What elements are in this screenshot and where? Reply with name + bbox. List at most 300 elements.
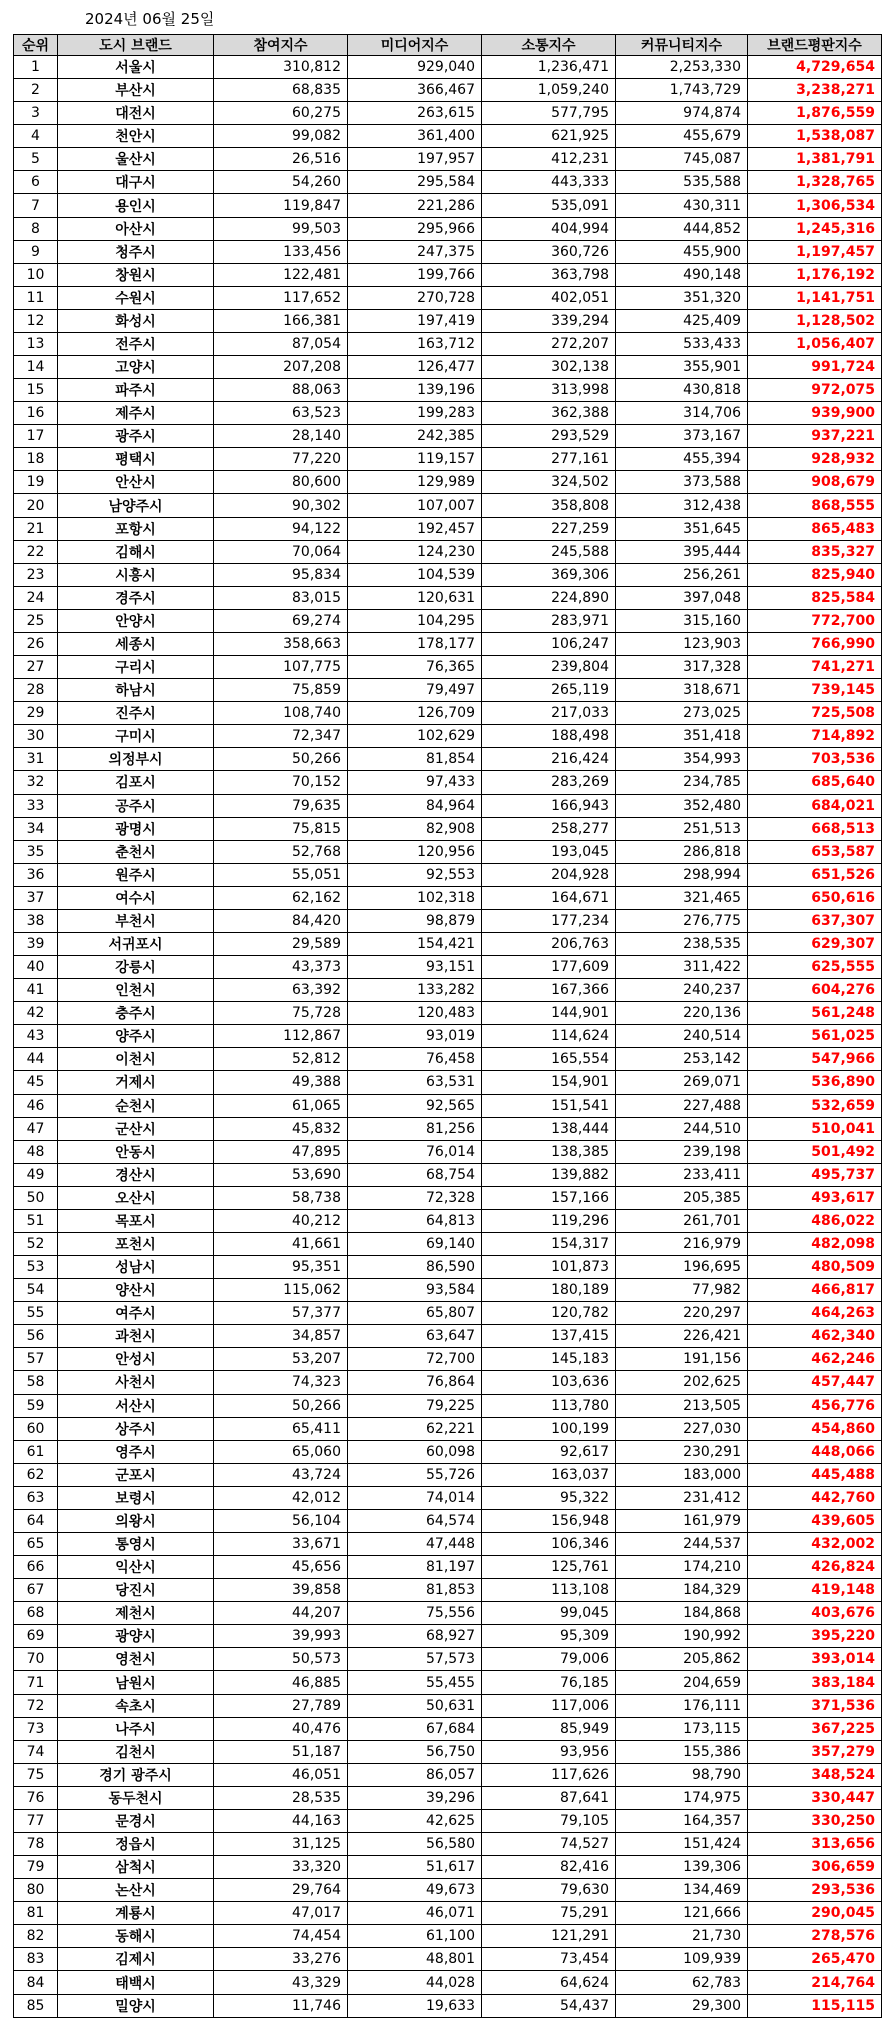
community-cell: 220,297 — [616, 1302, 748, 1325]
community-cell: 184,329 — [616, 1579, 748, 1602]
participation-cell: 34,857 — [214, 1325, 348, 1348]
media-cell: 192,457 — [348, 517, 482, 540]
city-cell: 나주시 — [58, 1717, 214, 1740]
community-cell: 230,291 — [616, 1440, 748, 1463]
participation-cell: 50,266 — [214, 748, 348, 771]
brand-index-cell: 772,700 — [748, 609, 882, 632]
media-cell: 124,230 — [348, 540, 482, 563]
communication-cell: 177,234 — [482, 909, 616, 932]
brand-index-cell: 495,737 — [748, 1163, 882, 1186]
community-cell: 745,087 — [616, 148, 748, 171]
brand-index-cell: 480,509 — [748, 1256, 882, 1279]
rank-cell: 79 — [14, 1856, 58, 1879]
brand-index-cell: 265,470 — [748, 1948, 882, 1971]
rank-cell: 35 — [14, 840, 58, 863]
brand-index-cell: 439,605 — [748, 1509, 882, 1532]
media-cell: 86,590 — [348, 1256, 482, 1279]
brand-index-cell: 714,892 — [748, 725, 882, 748]
participation-cell: 65,060 — [214, 1440, 348, 1463]
city-cell: 공주시 — [58, 794, 214, 817]
city-cell: 안성시 — [58, 1348, 214, 1371]
table-row — [14, 171, 882, 194]
community-cell: 240,514 — [616, 1025, 748, 1048]
brand-index-cell: 445,488 — [748, 1463, 882, 1486]
community-cell: 213,505 — [616, 1394, 748, 1417]
brand-index-cell: 214,764 — [748, 1971, 882, 1994]
rank-cell: 18 — [14, 448, 58, 471]
participation-cell: 28,535 — [214, 1786, 348, 1809]
communication-cell: 106,346 — [482, 1533, 616, 1556]
table-body — [14, 56, 882, 2018]
media-cell: 68,927 — [348, 1625, 482, 1648]
rank-cell: 50 — [14, 1186, 58, 1209]
table-row — [14, 1717, 882, 1740]
city-cell: 창원시 — [58, 263, 214, 286]
city-cell: 의정부시 — [58, 748, 214, 771]
rank-cell: 23 — [14, 563, 58, 586]
community-cell: 2,253,330 — [616, 56, 748, 79]
city-cell: 군포시 — [58, 1463, 214, 1486]
community-cell: 276,775 — [616, 909, 748, 932]
rank-cell: 10 — [14, 263, 58, 286]
communication-cell: 293,529 — [482, 425, 616, 448]
community-cell: 315,160 — [616, 609, 748, 632]
community-cell: 244,537 — [616, 1533, 748, 1556]
media-cell: 263,615 — [348, 102, 482, 125]
table-row — [14, 679, 882, 702]
community-cell: 123,903 — [616, 632, 748, 655]
rank-cell: 13 — [14, 332, 58, 355]
community-cell: 533,433 — [616, 332, 748, 355]
rank-cell: 58 — [14, 1371, 58, 1394]
participation-cell: 50,266 — [214, 1394, 348, 1417]
brand-index-cell: 403,676 — [748, 1602, 882, 1625]
media-cell: 120,631 — [348, 586, 482, 609]
city-cell: 경기 광주시 — [58, 1763, 214, 1786]
media-cell: 49,673 — [348, 1879, 482, 1902]
media-cell: 120,956 — [348, 840, 482, 863]
city-cell: 이천시 — [58, 1048, 214, 1071]
brand-index-cell: 1,128,502 — [748, 309, 882, 332]
participation-cell: 29,589 — [214, 932, 348, 955]
participation-cell: 115,062 — [214, 1279, 348, 1302]
brand-index-cell: 115,115 — [748, 1994, 882, 2017]
participation-cell: 47,895 — [214, 1140, 348, 1163]
rank-cell: 3 — [14, 102, 58, 125]
community-cell: 220,136 — [616, 1002, 748, 1025]
communication-cell: 156,948 — [482, 1509, 616, 1532]
communication-cell: 302,138 — [482, 356, 616, 379]
brand-index-cell: 703,536 — [748, 748, 882, 771]
participation-cell: 28,140 — [214, 425, 348, 448]
city-cell: 순천시 — [58, 1094, 214, 1117]
table-row — [14, 748, 882, 771]
participation-cell: 43,373 — [214, 956, 348, 979]
media-cell: 76,864 — [348, 1371, 482, 1394]
media-cell: 74,014 — [348, 1486, 482, 1509]
city-cell: 제천시 — [58, 1602, 214, 1625]
brand-index-cell: 486,022 — [748, 1209, 882, 1232]
participation-cell: 39,993 — [214, 1625, 348, 1648]
communication-cell: 114,624 — [482, 1025, 616, 1048]
communication-cell: 125,761 — [482, 1556, 616, 1579]
brand-index-cell: 1,876,559 — [748, 102, 882, 125]
rank-cell: 85 — [14, 1994, 58, 2017]
media-cell: 98,879 — [348, 909, 482, 932]
brand-index-cell: 306,659 — [748, 1856, 882, 1879]
communication-cell: 82,416 — [482, 1856, 616, 1879]
table-row — [14, 1256, 882, 1279]
rank-cell: 77 — [14, 1809, 58, 1832]
communication-cell: 227,259 — [482, 517, 616, 540]
participation-cell: 47,017 — [214, 1902, 348, 1925]
brand-index-cell: 937,221 — [748, 425, 882, 448]
city-cell: 화성시 — [58, 309, 214, 332]
participation-cell: 44,207 — [214, 1602, 348, 1625]
brand-index-cell: 278,576 — [748, 1925, 882, 1948]
brand-index-cell: 482,098 — [748, 1232, 882, 1255]
media-cell: 120,483 — [348, 1002, 482, 1025]
rank-cell: 65 — [14, 1533, 58, 1556]
city-cell: 김천시 — [58, 1740, 214, 1763]
community-cell: 98,790 — [616, 1763, 748, 1786]
table-header-row — [14, 35, 882, 56]
participation-cell: 53,207 — [214, 1348, 348, 1371]
table-row — [14, 1417, 882, 1440]
rank-cell: 63 — [14, 1486, 58, 1509]
brand-index-cell: 371,536 — [748, 1694, 882, 1717]
participation-cell: 52,812 — [214, 1048, 348, 1071]
communication-cell: 164,671 — [482, 886, 616, 909]
rank-cell: 5 — [14, 148, 58, 171]
media-cell: 295,584 — [348, 171, 482, 194]
community-cell: 312,438 — [616, 494, 748, 517]
participation-cell: 75,815 — [214, 817, 348, 840]
table-row — [14, 1232, 882, 1255]
media-cell: 129,989 — [348, 471, 482, 494]
rank-cell: 41 — [14, 979, 58, 1002]
media-cell: 50,631 — [348, 1694, 482, 1717]
community-cell: 269,071 — [616, 1071, 748, 1094]
brand-index-cell: 4,729,654 — [748, 56, 882, 79]
brand-index-cell: 637,307 — [748, 909, 882, 932]
media-cell: 69,140 — [348, 1232, 482, 1255]
community-cell: 535,588 — [616, 171, 748, 194]
participation-cell: 112,867 — [214, 1025, 348, 1048]
community-cell: 134,469 — [616, 1879, 748, 1902]
community-cell: 174,975 — [616, 1786, 748, 1809]
brand-index-cell: 330,447 — [748, 1786, 882, 1809]
media-cell: 97,433 — [348, 771, 482, 794]
table-row — [14, 794, 882, 817]
brand-index-cell: 3,238,271 — [748, 79, 882, 102]
communication-cell: 92,617 — [482, 1440, 616, 1463]
brand-index-cell: 456,776 — [748, 1394, 882, 1417]
table-row — [14, 356, 882, 379]
brand-index-cell: 1,328,765 — [748, 171, 882, 194]
community-cell: 351,645 — [616, 517, 748, 540]
city-cell: 대전시 — [58, 102, 214, 125]
city-cell: 부천시 — [58, 909, 214, 932]
rank-cell: 82 — [14, 1925, 58, 1948]
city-cell: 경주시 — [58, 586, 214, 609]
communication-cell: 339,294 — [482, 309, 616, 332]
brand-index-cell: 668,513 — [748, 817, 882, 840]
media-cell: 93,151 — [348, 956, 482, 979]
community-cell: 455,679 — [616, 125, 748, 148]
brand-index-cell: 426,824 — [748, 1556, 882, 1579]
brand-index-cell: 991,724 — [748, 356, 882, 379]
community-cell: 351,418 — [616, 725, 748, 748]
communication-cell: 95,322 — [482, 1486, 616, 1509]
city-cell: 김포시 — [58, 771, 214, 794]
table-row — [14, 1209, 882, 1232]
table-row — [14, 1671, 882, 1694]
communication-cell: 99,045 — [482, 1602, 616, 1625]
city-cell: 동해시 — [58, 1925, 214, 1948]
city-cell: 여주시 — [58, 1302, 214, 1325]
report-date: 2024년 06월 25일 — [85, 10, 215, 28]
participation-cell: 70,152 — [214, 771, 348, 794]
city-cell: 의왕시 — [58, 1509, 214, 1532]
city-cell: 광주시 — [58, 425, 214, 448]
header-rank: 순위 — [14, 35, 58, 56]
participation-cell: 99,082 — [214, 125, 348, 148]
table-row — [14, 56, 882, 79]
city-cell: 김해시 — [58, 540, 214, 563]
table-row — [14, 471, 882, 494]
participation-cell: 60,275 — [214, 102, 348, 125]
brand-index-cell: 825,584 — [748, 586, 882, 609]
participation-cell: 40,212 — [214, 1209, 348, 1232]
rank-cell: 9 — [14, 240, 58, 263]
city-cell: 구리시 — [58, 656, 214, 679]
rank-cell: 25 — [14, 609, 58, 632]
table-row — [14, 609, 882, 632]
participation-cell: 46,885 — [214, 1671, 348, 1694]
rank-cell: 15 — [14, 379, 58, 402]
community-cell: 1,743,729 — [616, 79, 748, 102]
media-cell: 64,813 — [348, 1209, 482, 1232]
participation-cell: 45,656 — [214, 1556, 348, 1579]
city-cell: 안양시 — [58, 609, 214, 632]
community-cell: 244,510 — [616, 1117, 748, 1140]
participation-cell: 40,476 — [214, 1717, 348, 1740]
rank-cell: 74 — [14, 1740, 58, 1763]
brand-index-cell: 1,056,407 — [748, 332, 882, 355]
communication-cell: 157,166 — [482, 1186, 616, 1209]
participation-cell: 207,208 — [214, 356, 348, 379]
communication-cell: 117,006 — [482, 1694, 616, 1717]
city-cell: 강릉시 — [58, 956, 214, 979]
media-cell: 19,633 — [348, 1994, 482, 2017]
rank-cell: 26 — [14, 632, 58, 655]
table-row — [14, 1440, 882, 1463]
media-cell: 81,854 — [348, 748, 482, 771]
table-row — [14, 402, 882, 425]
rank-cell: 32 — [14, 771, 58, 794]
communication-cell: 360,726 — [482, 240, 616, 263]
city-cell: 평택시 — [58, 448, 214, 471]
table-row — [14, 1186, 882, 1209]
communication-cell: 193,045 — [482, 840, 616, 863]
media-cell: 44,028 — [348, 1971, 482, 1994]
table-row — [14, 1833, 882, 1856]
participation-cell: 42,012 — [214, 1486, 348, 1509]
media-cell: 929,040 — [348, 56, 482, 79]
participation-cell: 72,347 — [214, 725, 348, 748]
rank-cell: 47 — [14, 1117, 58, 1140]
communication-cell: 79,630 — [482, 1879, 616, 1902]
communication-cell: 313,998 — [482, 379, 616, 402]
participation-cell: 63,523 — [214, 402, 348, 425]
media-cell: 107,007 — [348, 494, 482, 517]
communication-cell: 404,994 — [482, 217, 616, 240]
city-cell: 통영시 — [58, 1533, 214, 1556]
participation-cell: 310,812 — [214, 56, 348, 79]
city-cell: 익산시 — [58, 1556, 214, 1579]
brand-index-cell: 395,220 — [748, 1625, 882, 1648]
table-row — [14, 840, 882, 863]
rank-cell: 43 — [14, 1025, 58, 1048]
community-cell: 216,979 — [616, 1232, 748, 1255]
participation-cell: 80,600 — [214, 471, 348, 494]
brand-index-cell: 457,447 — [748, 1371, 882, 1394]
brand-index-cell: 357,279 — [748, 1740, 882, 1763]
community-cell: 352,480 — [616, 794, 748, 817]
table-row — [14, 932, 882, 955]
media-cell: 56,580 — [348, 1833, 482, 1856]
communication-cell: 139,882 — [482, 1163, 616, 1186]
city-cell: 영천시 — [58, 1648, 214, 1671]
community-cell: 373,588 — [616, 471, 748, 494]
table-row — [14, 1625, 882, 1648]
community-cell: 395,444 — [616, 540, 748, 563]
brand-index-cell: 462,340 — [748, 1325, 882, 1348]
rank-cell: 27 — [14, 656, 58, 679]
city-cell: 오산시 — [58, 1186, 214, 1209]
rank-cell: 4 — [14, 125, 58, 148]
communication-cell: 154,901 — [482, 1071, 616, 1094]
table-row — [14, 1786, 882, 1809]
brand-index-cell: 493,617 — [748, 1186, 882, 1209]
participation-cell: 54,260 — [214, 171, 348, 194]
media-cell: 92,565 — [348, 1094, 482, 1117]
rank-cell: 75 — [14, 1763, 58, 1786]
participation-cell: 43,329 — [214, 1971, 348, 1994]
brand-index-cell: 290,045 — [748, 1902, 882, 1925]
city-cell: 문경시 — [58, 1809, 214, 1832]
rank-cell: 80 — [14, 1879, 58, 1902]
communication-cell: 217,033 — [482, 702, 616, 725]
community-cell: 77,982 — [616, 1279, 748, 1302]
city-cell: 광명시 — [58, 817, 214, 840]
participation-cell: 52,768 — [214, 840, 348, 863]
rank-cell: 36 — [14, 863, 58, 886]
city-cell: 보령시 — [58, 1486, 214, 1509]
rank-cell: 38 — [14, 909, 58, 932]
table-row — [14, 1994, 882, 2017]
table-row — [14, 886, 882, 909]
participation-cell: 49,388 — [214, 1071, 348, 1094]
city-cell: 김제시 — [58, 1948, 214, 1971]
participation-cell: 26,516 — [214, 148, 348, 171]
community-cell: 191,156 — [616, 1348, 748, 1371]
rank-cell: 51 — [14, 1209, 58, 1232]
community-cell: 286,818 — [616, 840, 748, 863]
participation-cell: 70,064 — [214, 540, 348, 563]
community-cell: 430,818 — [616, 379, 748, 402]
rank-cell: 57 — [14, 1348, 58, 1371]
community-cell: 238,535 — [616, 932, 748, 955]
rank-cell: 24 — [14, 586, 58, 609]
participation-cell: 79,635 — [214, 794, 348, 817]
city-cell: 아산시 — [58, 217, 214, 240]
header-city-brand: 도시 브랜드 — [58, 35, 214, 56]
communication-cell: 224,890 — [482, 586, 616, 609]
communication-cell: 535,091 — [482, 194, 616, 217]
media-cell: 81,853 — [348, 1579, 482, 1602]
communication-cell: 64,624 — [482, 1971, 616, 1994]
city-cell: 울산시 — [58, 148, 214, 171]
community-cell: 21,730 — [616, 1925, 748, 1948]
city-cell: 정읍시 — [58, 1833, 214, 1856]
brand-index-cell: 367,225 — [748, 1717, 882, 1740]
communication-cell: 117,626 — [482, 1763, 616, 1786]
media-cell: 242,385 — [348, 425, 482, 448]
communication-cell: 137,415 — [482, 1325, 616, 1348]
city-cell: 원주시 — [58, 863, 214, 886]
communication-cell: 165,554 — [482, 1048, 616, 1071]
city-cell: 인천시 — [58, 979, 214, 1002]
city-cell: 양주시 — [58, 1025, 214, 1048]
city-cell: 전주시 — [58, 332, 214, 355]
brand-index-cell: 419,148 — [748, 1579, 882, 1602]
table-row — [14, 1302, 882, 1325]
communication-cell: 54,437 — [482, 1994, 616, 2017]
brand-index-cell: 725,508 — [748, 702, 882, 725]
participation-cell: 87,054 — [214, 332, 348, 355]
brand-index-cell: 448,066 — [748, 1440, 882, 1463]
media-cell: 93,019 — [348, 1025, 482, 1048]
communication-cell: 369,306 — [482, 563, 616, 586]
rank-cell: 78 — [14, 1833, 58, 1856]
media-cell: 199,283 — [348, 402, 482, 425]
table-row — [14, 1579, 882, 1602]
media-cell: 47,448 — [348, 1533, 482, 1556]
community-cell: 202,625 — [616, 1371, 748, 1394]
city-cell: 거제시 — [58, 1071, 214, 1094]
community-cell: 239,198 — [616, 1140, 748, 1163]
city-cell: 제주시 — [58, 402, 214, 425]
brand-index-cell: 466,817 — [748, 1279, 882, 1302]
table-row — [14, 540, 882, 563]
community-cell: 490,148 — [616, 263, 748, 286]
participation-cell: 95,351 — [214, 1256, 348, 1279]
participation-cell: 74,323 — [214, 1371, 348, 1394]
communication-cell: 103,636 — [482, 1371, 616, 1394]
table-row — [14, 1902, 882, 1925]
city-cell: 서귀포시 — [58, 932, 214, 955]
community-cell: 190,992 — [616, 1625, 748, 1648]
city-cell: 경산시 — [58, 1163, 214, 1186]
media-cell: 102,629 — [348, 725, 482, 748]
rank-cell: 30 — [14, 725, 58, 748]
communication-cell: 75,291 — [482, 1902, 616, 1925]
city-cell: 상주시 — [58, 1417, 214, 1440]
rank-cell: 66 — [14, 1556, 58, 1579]
rank-cell: 7 — [14, 194, 58, 217]
